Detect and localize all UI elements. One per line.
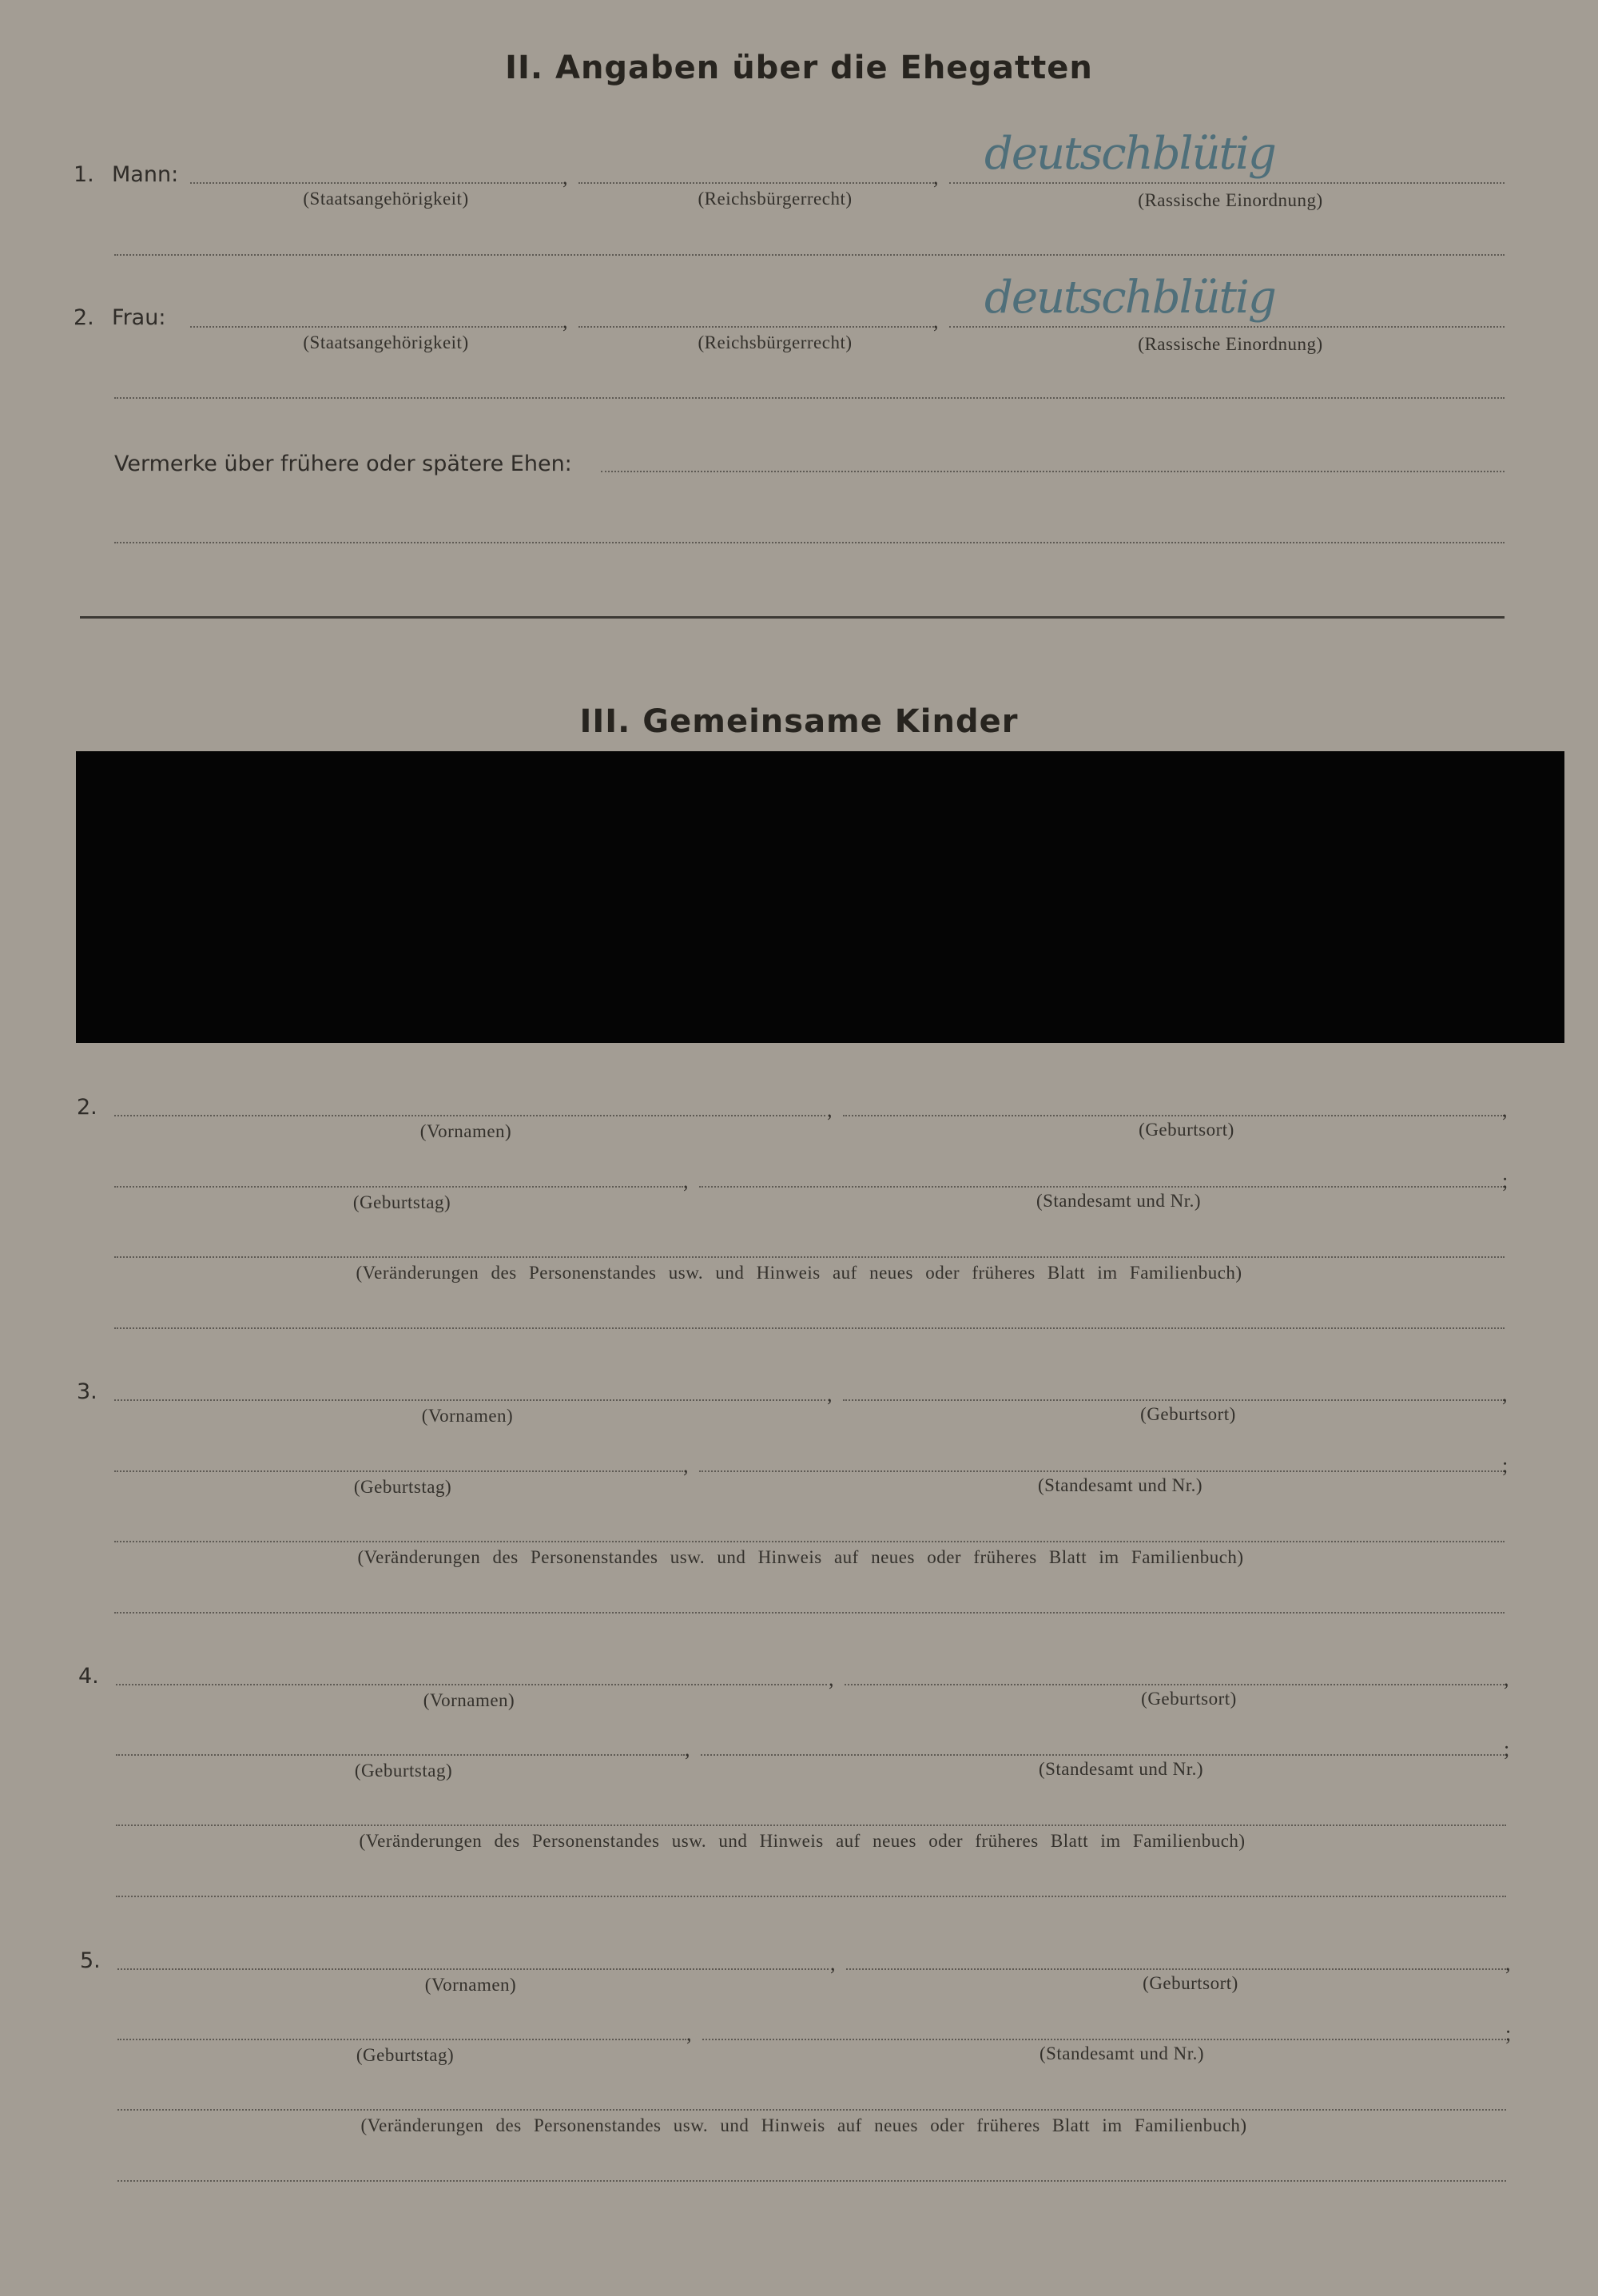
- caption-standesamt: (Standesamt und Nr.): [1039, 2043, 1205, 2063]
- caption-standesamt: (Standesamt und Nr.): [1036, 1191, 1202, 1211]
- frau-handwritten-entry: deutschblütig: [984, 272, 1275, 324]
- caption-geburtsort: (Geburtsort): [1139, 1120, 1234, 1140]
- child-extra-line[interactable]: [114, 1327, 1505, 1329]
- child-geburtstag-field[interactable]: [114, 1186, 683, 1188]
- mann-caption-staat: (Staatsangehörigkeit): [303, 189, 469, 209]
- child-standesamt-field[interactable]: [699, 1470, 1505, 1472]
- child-extra-line[interactable]: [117, 2180, 1506, 2182]
- frau-label: Frau:: [112, 305, 166, 330]
- child-geburtsort-field[interactable]: [846, 1968, 1506, 1970]
- caption-vornamen: (Vornamen): [424, 1975, 517, 1995]
- child-number: 3.: [77, 1379, 97, 1404]
- caption-geburtsort: (Geburtsort): [1143, 1973, 1238, 1993]
- mann-caption-reich: (Reichsbürgerrecht): [698, 189, 853, 209]
- child-geburtstag-field[interactable]: [114, 1470, 683, 1472]
- mann-label: Mann:: [112, 162, 179, 187]
- caption-geburtsort: (Geburtsort): [1141, 1689, 1237, 1709]
- caption-geburtstag: (Geburtstag): [353, 1477, 452, 1497]
- child-vornamen-field[interactable]: [114, 1399, 825, 1401]
- child-extra-line[interactable]: [116, 1896, 1506, 1897]
- mann-handwritten-entry: deutschblütig: [984, 128, 1275, 180]
- child-veraenderungen-field[interactable]: [114, 1256, 1505, 1258]
- caption-standesamt: (Standesamt und Nr.): [1038, 1759, 1204, 1779]
- form-page: II. Angaben über die Ehegatten 1. Mann: , , deutschblütig (Staatsangehörigkeit) (Reichsbürgerrecht) (Rassische Einordnung) 2. Frau: , , deutschblütig (Staatsangehörigkeit) (Reichsbürgerrecht) (Rassische Einordnung) Vermerke über frühere oder spätere Ehen: III. Gemeinsame Kinder 2. , , (Vornamen) (Geburtsort) , ; (Geburtstag) (Standesamt und Nr.) (Veränderungen des Personenstandes usw. und Hinweis auf neues oder früheres Blatt im Familienbuch) 3. , , (Vornamen) (Geburtsort) , ; (Geburtstag) (Standesamt und Nr.) (Veränderungen des Personenstandes usw. und Hinweis auf neues oder früheres Blatt im Familienbuch) 4. , , (Vornamen) (Geburtsort) , ; (Geburtstag) (Standesamt und Nr.) (Veränderungen des Personenstandes usw. und Hinweis auf neues oder früheres Blatt im Familienbuch) 5. , , (Vornamen) (Geburtsort) , ; (Geburtstag) (Standesamt und Nr.) (Veränderungen des Personenstandes usw. und Hinweis auf neues oder früheres Blatt im Familienbuch): [0, 0, 1598, 2296]
- child-vornamen-field[interactable]: [116, 1684, 827, 1685]
- mann-reichsbuergerrecht-field[interactable]: [578, 182, 936, 184]
- mann-number: 1.: [74, 162, 94, 187]
- caption-veraenderungen: (Veränderungen des Personenstandes usw. und Hinweis auf neues oder früheres Blatt im Familienbuch): [360, 2115, 1247, 2135]
- caption-standesamt: (Standesamt und Nr.): [1037, 1475, 1203, 1495]
- caption-vornamen: (Vornamen): [421, 1406, 514, 1426]
- child-number: 2.: [77, 1095, 97, 1120]
- vermerke-extra-line[interactable]: [114, 542, 1505, 543]
- child-vornamen-field[interactable]: [114, 1115, 825, 1116]
- child-veraenderungen-field[interactable]: [117, 2109, 1506, 2111]
- caption-geburtsort: (Geburtsort): [1140, 1404, 1236, 1424]
- child-standesamt-field[interactable]: [701, 1754, 1505, 1756]
- child-standesamt-field[interactable]: [699, 1186, 1505, 1188]
- child-vornamen-field[interactable]: [117, 1968, 829, 1970]
- child-veraenderungen-field[interactable]: [116, 1824, 1506, 1826]
- child-standesamt-field[interactable]: [702, 2039, 1506, 2040]
- redaction-block: [76, 751, 1564, 1043]
- caption-veraenderungen: (Veränderungen des Personenstandes usw. und Hinweis auf neues oder früheres Blatt im Familienbuch): [359, 1831, 1246, 1851]
- child-geburtsort-field[interactable]: [843, 1399, 1505, 1401]
- mann-extra-line[interactable]: [114, 254, 1505, 256]
- frau-reichsbuergerrecht-field[interactable]: [578, 326, 936, 328]
- child-geburtstag-field[interactable]: [116, 1754, 685, 1756]
- caption-vornamen: (Vornamen): [419, 1121, 512, 1141]
- mann-rassische-einordnung-field[interactable]: [949, 182, 1505, 184]
- caption-veraenderungen: (Veränderungen des Personenstandes usw. und Hinweis auf neues oder früheres Blatt im Familienbuch): [357, 1547, 1244, 1567]
- frau-caption-staat: (Staatsangehörigkeit): [303, 332, 469, 352]
- vermerke-field[interactable]: [601, 471, 1505, 472]
- mann-caption-rasse: (Rassische Einordnung): [1138, 190, 1323, 210]
- mann-staatsangehoerigkeit-field[interactable]: [190, 182, 566, 184]
- child-geburtstag-field[interactable]: [117, 2039, 686, 2040]
- frau-extra-line[interactable]: [114, 397, 1505, 399]
- frau-staatsangehoerigkeit-field[interactable]: [190, 326, 566, 328]
- vermerke-label: Vermerke über frühere oder spätere Ehen:: [114, 452, 572, 476]
- child-number: 5.: [80, 1948, 101, 1973]
- frau-rassische-einordnung-field[interactable]: [949, 326, 1505, 328]
- caption-geburtstag: (Geburtstag): [352, 1192, 451, 1212]
- caption-vornamen: (Vornamen): [423, 1690, 515, 1710]
- child-veraenderungen-field[interactable]: [114, 1541, 1505, 1542]
- frau-caption-reich: (Reichsbürgerrecht): [698, 332, 853, 352]
- section-2-title: II. Angaben über die Ehegatten: [505, 50, 1093, 86]
- caption-geburtstag: (Geburtstag): [354, 1761, 453, 1781]
- caption-geburtstag: (Geburtstag): [356, 2045, 455, 2065]
- section-divider: [80, 616, 1505, 619]
- frau-caption-rasse: (Rassische Einordnung): [1138, 334, 1323, 354]
- child-number: 4.: [78, 1664, 99, 1689]
- child-geburtsort-field[interactable]: [843, 1115, 1505, 1116]
- frau-number: 2.: [74, 305, 94, 330]
- child-geburtsort-field[interactable]: [845, 1684, 1505, 1685]
- section-3-title: III. Gemeinsame Kinder: [579, 703, 1019, 740]
- caption-veraenderungen: (Veränderungen des Personenstandes usw. und Hinweis auf neues oder früheres Blatt im Familienbuch): [356, 1263, 1242, 1283]
- child-extra-line[interactable]: [114, 1612, 1505, 1614]
